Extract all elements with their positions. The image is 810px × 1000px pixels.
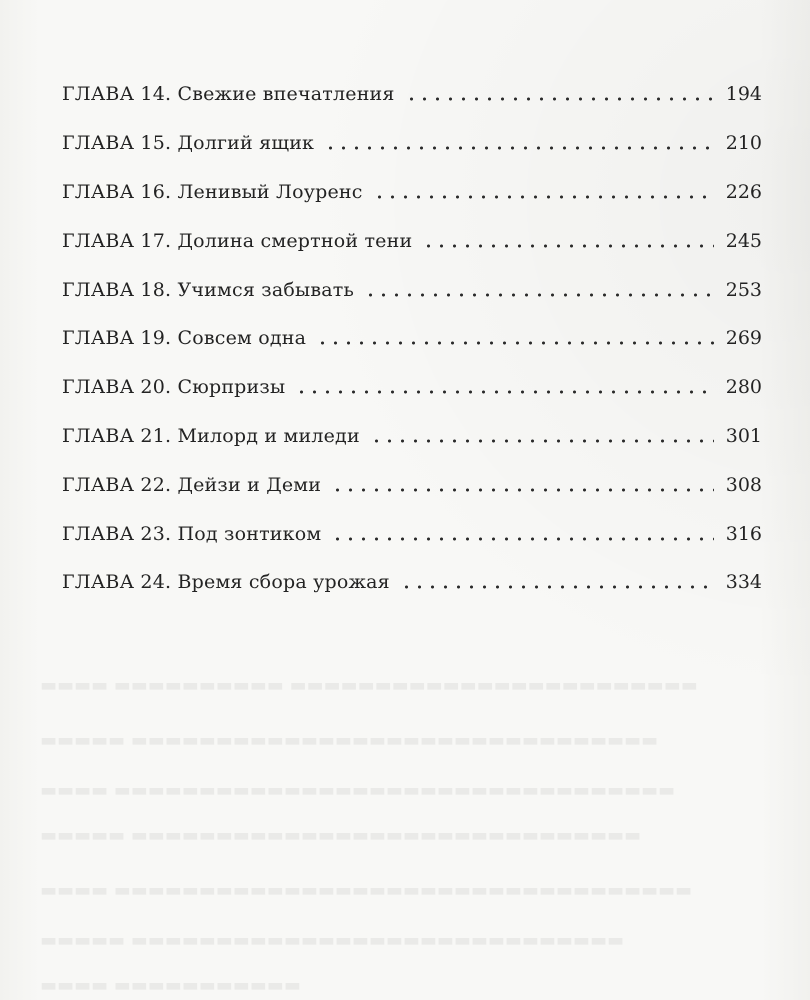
page-number: 316	[725, 522, 762, 545]
page-number: 334	[725, 571, 762, 594]
toc-entry[interactable]	[62, 119, 762, 168]
dot-leader	[400, 585, 714, 589]
show-through-text: ▬▬▬▬ ▬▬▬▬▬▬▬▬▬▬▬▬▬▬▬▬▬▬▬▬▬▬▬▬▬▬▬▬▬▬▬▬▬	[40, 780, 675, 801]
show-through-text: ▬▬▬▬▬ ▬▬▬▬▬▬▬▬▬▬▬▬▬▬▬▬▬▬▬▬▬▬▬▬▬▬▬▬▬	[40, 930, 624, 951]
dot-leader	[331, 488, 714, 492]
table-of-contents	[62, 70, 762, 607]
chapter-title: ГЛАВА 22. Дейзи и Деми	[62, 473, 322, 496]
toc-entry[interactable]	[62, 70, 762, 119]
page-number: 245	[725, 229, 762, 252]
page-number: 301	[725, 424, 762, 447]
show-through-text: ▬▬▬▬ ▬▬▬▬▬▬▬▬▬▬▬▬▬▬▬▬▬▬▬▬▬▬▬▬▬▬▬▬▬▬▬▬▬▬	[40, 880, 692, 901]
page-number: 280	[725, 376, 762, 399]
dot-leader	[405, 97, 714, 101]
chapter-title: ГЛАВА 19. Совсем одна	[62, 327, 307, 350]
toc-entry[interactable]	[62, 558, 762, 607]
toc-entry[interactable]	[62, 314, 762, 363]
chapter-title: ГЛАВА 15. Долгий ящик	[62, 132, 315, 155]
chapter-title: ГЛАВА 16. Ленивый Лоуренс	[62, 180, 363, 203]
dot-leader	[364, 293, 714, 297]
toc-entry[interactable]	[62, 412, 762, 461]
toc-entry[interactable]	[62, 363, 762, 412]
chapter-title: ГЛАВА 17. Долина смертной тени	[62, 229, 413, 252]
dot-leader	[324, 146, 714, 150]
show-through-text: ▬▬▬▬▬ ▬▬▬▬▬▬▬▬▬▬▬▬▬▬▬▬▬▬▬▬▬▬▬▬▬▬▬▬▬▬▬	[40, 730, 658, 751]
page-number: 210	[725, 132, 762, 155]
chapter-title: ГЛАВА 24. Время сбора урожая	[62, 571, 390, 594]
page-number: 269	[725, 327, 762, 350]
toc-entry[interactable]	[62, 509, 762, 558]
chapter-title: ГЛАВА 20. Сюрпризы	[62, 376, 286, 399]
chapter-title: ГЛАВА 23. Под зонтиком	[62, 522, 322, 545]
dot-leader	[331, 537, 714, 541]
toc-entry[interactable]	[62, 168, 762, 217]
show-through-text: ▬▬▬▬ ▬▬▬▬▬▬▬▬▬▬ ▬▬▬▬▬▬▬▬▬▬▬▬▬▬▬▬▬▬▬▬▬▬▬▬	[40, 675, 698, 696]
dot-leader	[373, 195, 714, 199]
chapter-title: ГЛАВА 18. Учимся забывать	[62, 278, 355, 301]
dot-leader	[422, 244, 714, 248]
toc-entry[interactable]	[62, 216, 762, 265]
toc-entry[interactable]	[62, 460, 762, 509]
dot-leader	[295, 390, 714, 394]
page-number: 226	[725, 180, 762, 203]
chapter-title: ГЛАВА 14. Свежие впечатления	[62, 83, 395, 106]
dot-leader	[370, 439, 714, 443]
page-number: 194	[725, 83, 762, 106]
chapter-title: ГЛАВА 21. Милорд и миледи	[62, 424, 360, 447]
page-number: 308	[725, 473, 762, 496]
dot-leader	[316, 341, 714, 345]
page-number: 253	[725, 278, 762, 301]
show-through-text: ▬▬▬▬▬ ▬▬▬▬▬▬▬▬▬▬▬▬▬▬▬▬▬▬▬▬▬▬▬▬▬▬▬▬▬▬	[40, 825, 641, 846]
show-through-text: ▬▬▬▬ ▬▬▬▬▬▬▬▬▬▬▬	[40, 975, 301, 996]
toc-entry[interactable]	[62, 265, 762, 314]
